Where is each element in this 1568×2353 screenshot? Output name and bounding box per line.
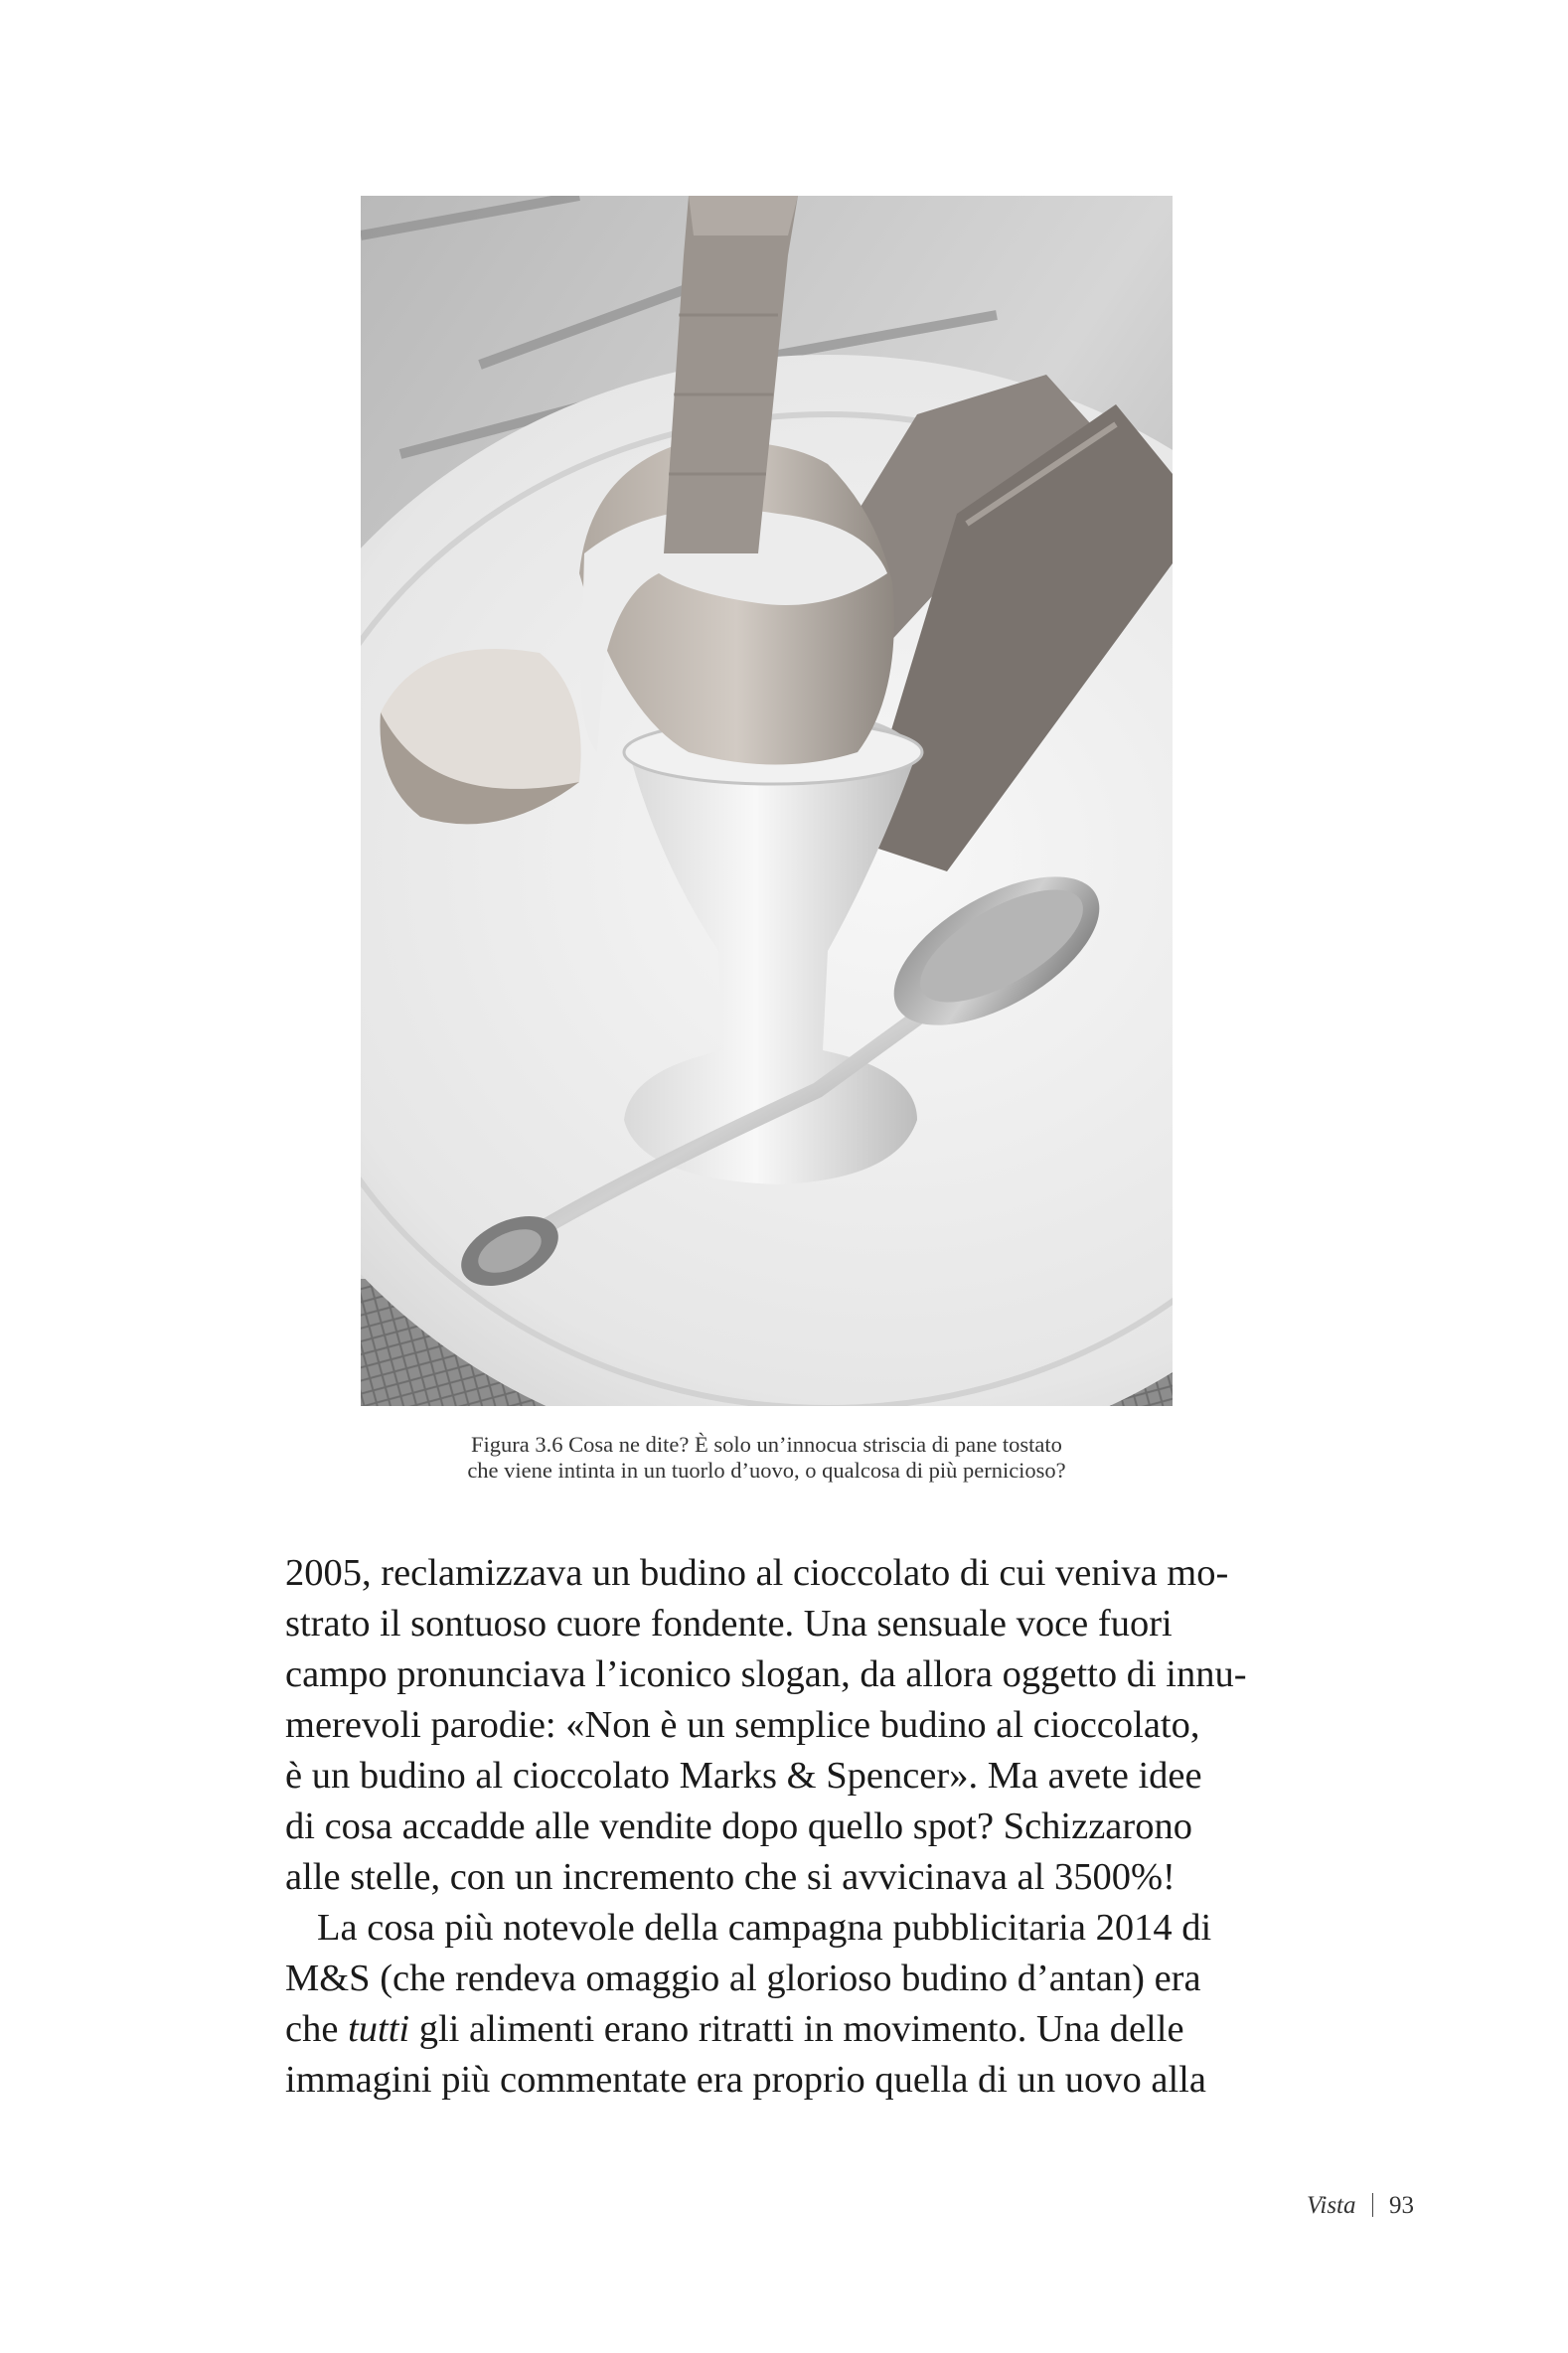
paragraph-1-line: campo pronunciava l’iconico slogan, da allora oggetto di innu- bbox=[285, 1653, 1247, 1695]
paragraph-1-line: 2005, reclamizzava un budino al cioccolato di cui veniva mo- bbox=[285, 1552, 1229, 1594]
figure-caption bbox=[361, 1432, 1173, 1484]
paragraph-1-line: merevoli parodie: «Non è un semplice budino al cioccolato, bbox=[285, 1704, 1200, 1746]
paragraph-2-line: immagini più commentate era proprio quella di un uovo alla bbox=[285, 2059, 1206, 2101]
paragraph-1-line: strato il sontuoso cuore fondente. Una sensuale voce fuori bbox=[285, 1603, 1173, 1645]
caption-line-2: che viene intinta in un tuorlo d’uovo, o qualcosa di più pernicioso? bbox=[467, 1458, 1066, 1483]
emphasis-text: tutti bbox=[348, 2008, 410, 2050]
photo-illustration bbox=[361, 196, 1173, 1406]
body-text bbox=[285, 1548, 1279, 2106]
page-number: 93 bbox=[1389, 2192, 1414, 2219]
running-footer bbox=[1307, 2192, 1414, 2220]
paragraph-1-line: alle stelle, con un incremento che si avvicinava al 3500%! bbox=[285, 1856, 1176, 1898]
paragraph-1-line: di cosa accadde alle vendite dopo quello spot? Schizzarono bbox=[285, 1805, 1192, 1847]
paragraph-2-line bbox=[285, 2004, 1279, 2055]
text-segment: gli alimenti erano ritratti in movimento. Una delle bbox=[409, 2008, 1184, 2050]
figure-photo-egg-and-toast bbox=[361, 196, 1173, 1406]
paragraph-2-line: La cosa più notevole della campagna pubblicitaria 2014 di bbox=[317, 1907, 1212, 1949]
caption-line-1: Figura 3.6 Cosa ne dite? È solo un’innocua striscia di pane tostato bbox=[471, 1432, 1062, 1457]
section-title: Vista bbox=[1306, 2192, 1356, 2219]
footer-separator bbox=[1372, 2193, 1374, 2217]
paragraph-2-line: M&S (che rendeva omaggio al glorioso budino d’antan) era bbox=[285, 1958, 1201, 1999]
paragraph-1-line: è un budino al cioccolato Marks & Spencer». Ma avete idee bbox=[285, 1755, 1202, 1797]
text-segment: che bbox=[285, 2008, 349, 2050]
